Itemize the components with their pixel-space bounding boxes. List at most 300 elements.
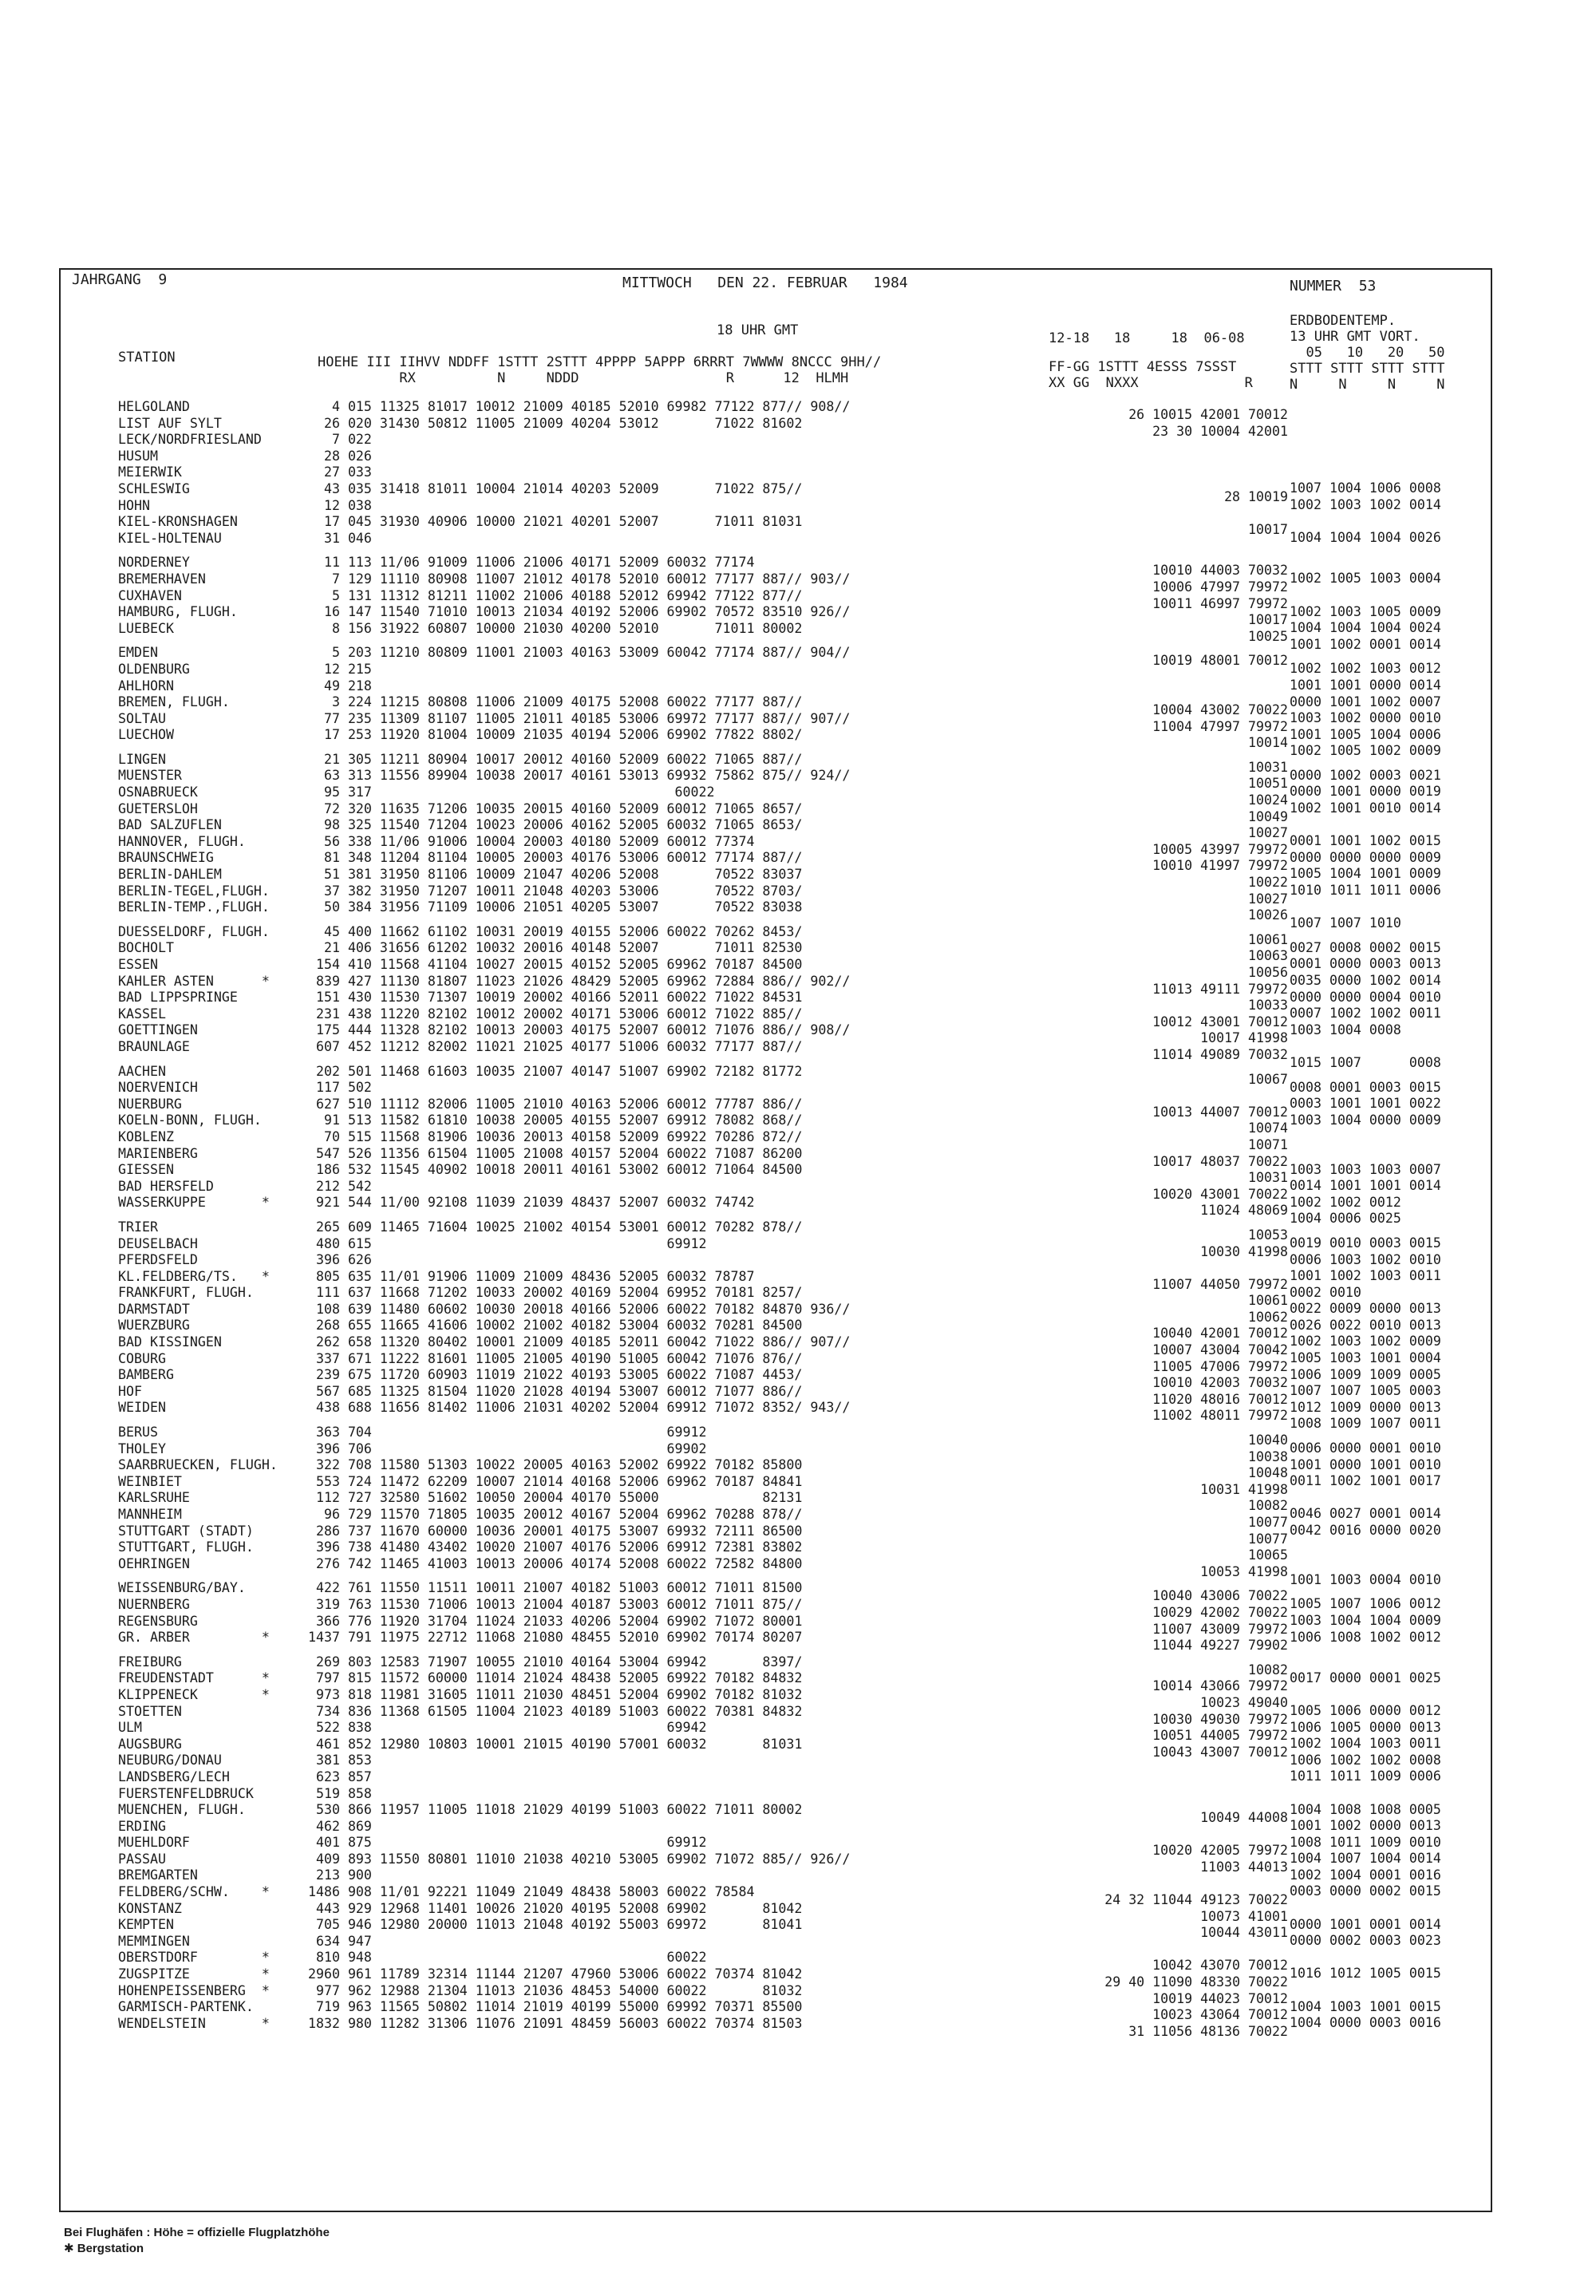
station-name: BRAUNSCHWEIG: [118, 850, 214, 866]
station-synop: 519 858: [300, 1785, 372, 1801]
station-soil-temp: 0002 0010: [1290, 1284, 1361, 1300]
station-name: NUERBURG: [118, 1096, 182, 1112]
station-extra: 10030 49030 79972: [1152, 1711, 1288, 1727]
station-name: OBERSTDORF *: [118, 1950, 270, 1966]
footnote-airport: Bei Flughäfen : Höhe = offizielle Flugplatzhöhe: [64, 2226, 330, 2239]
station-soil-temp: 1002 1005 1002 0009: [1290, 743, 1441, 759]
station-soil-temp: [1290, 1555, 1489, 1572]
station-extra: 10049: [1248, 808, 1288, 824]
station-soil-temp: 0008 0001 0003 0015: [1290, 1079, 1441, 1095]
station-name: HANNOVER, FLUGH.: [118, 833, 246, 849]
station-synop: 623 857: [300, 1768, 372, 1784]
station-soil-temp: [1290, 1646, 1489, 1662]
station-soil-temp: 0000 1001 1002 0007: [1290, 694, 1441, 709]
station-synop: 381 853: [300, 1753, 372, 1768]
station-name: CUXHAVEN: [118, 587, 182, 603]
station-extra: 10048: [1248, 1465, 1288, 1481]
station-soil-temp: 1001 1002 0001 0014: [1290, 636, 1441, 652]
station-soil-temp: [1290, 1785, 1489, 1802]
station-name: OSNABRUECK: [118, 784, 198, 800]
station-name: FUERSTENFELDBRUCK: [118, 1785, 254, 1801]
right-header-row1: 12-18 18 18 06-08: [1049, 330, 1245, 346]
station-extra: [1041, 456, 1288, 473]
station-name: OEHRINGEN: [118, 1555, 190, 1571]
station-name: SCHLESWIG: [118, 480, 190, 496]
station-soil-temp: 0000 1001 0000 0019: [1290, 784, 1441, 800]
station-synop: 212 542: [300, 1178, 372, 1194]
station-name: BREMGARTEN: [118, 1867, 198, 1883]
station-soil-temp: 1002 1002 1003 0012: [1290, 661, 1441, 677]
station-extra: 31 11056 48136 70022: [1128, 2023, 1288, 2039]
station-soil-temp: 1004 1008 1008 0005: [1290, 1801, 1441, 1817]
station-name: STOETTEN: [118, 1703, 182, 1719]
station-synop: 265 609 11465 71604 10025 21002 40154 53001 60012 70282 878//: [300, 1219, 803, 1235]
station-extra: 24 32 11044 49123 70022: [1104, 1892, 1288, 1908]
station-name: SOLTAU: [118, 710, 166, 726]
station-name: FRANKFURT, FLUGH.: [118, 1285, 254, 1301]
station-name: KOELN-BONN, FLUGH.: [118, 1112, 262, 1128]
station-synop: 401 875 69912: [300, 1835, 707, 1851]
station-extra: 10073 41001: [1200, 1908, 1288, 1924]
station-soil-temp: 1002 1003 1002 0014: [1290, 496, 1441, 512]
station-name: EMDEN: [118, 645, 158, 661]
station-name: AUGSBURG: [118, 1736, 182, 1752]
station-synop: 276 742 11465 41003 10013 20006 40174 52008 60022 72582 84800: [300, 1555, 803, 1571]
station-synop: 11 113 11/06 91009 11006 21006 40171 52009 60032 77174: [300, 555, 755, 571]
station-extra: 10025: [1248, 628, 1288, 644]
station-extra: 11024 48069: [1200, 1203, 1288, 1219]
station-extra: 10074: [1248, 1120, 1288, 1136]
station-soil-temp: [1290, 1038, 1489, 1055]
station-synop: 49 218: [300, 678, 372, 694]
station-extra: [1041, 440, 1288, 456]
station-soil-temp: 1007 1004 1006 0008: [1290, 480, 1441, 496]
station-synop: 50 384 31956 71109 10006 21051 40205 53007 70522 83038: [300, 899, 803, 915]
station-soil-temp: 1001 1003 0004 0010: [1290, 1571, 1441, 1587]
station-soil-temp: 0022 0009 0000 0013: [1290, 1301, 1441, 1317]
station-extra: 11003 44013: [1200, 1859, 1288, 1875]
station-soil-temp: 1001 0000 1001 0010: [1290, 1456, 1441, 1472]
station-extra: 29 40 11090 48330 70022: [1104, 1974, 1288, 1990]
station-synop: 7 022: [300, 432, 372, 448]
station-soil-temp: 1005 1007 1006 0012: [1290, 1596, 1441, 1612]
footnotes: [64, 2225, 330, 2257]
station-extra: 23 30 10004 42001: [1152, 423, 1288, 439]
station-synop: 77 235 11309 81107 11005 21011 40185 53006 69972 77177 887// 907//: [300, 710, 851, 726]
station-synop: 810 948 60022: [300, 1950, 707, 1966]
station-extra: 10038: [1248, 1448, 1288, 1464]
station-synop: 8 156 31922 60807 10000 21030 40200 52010 71011 80002: [300, 620, 803, 636]
station-synop: 1486 908 11/01 92221 11049 21049 48438 58003 60022 78584: [300, 1884, 755, 1900]
station-name: BAD LIPPSPRINGE: [118, 990, 238, 1006]
station-name: PFERDSFELD: [118, 1252, 198, 1268]
station-soil-temp: 1001 1005 1004 0006: [1290, 726, 1441, 742]
station-soil-temp: [1290, 587, 1489, 604]
station-synop: 522 838 69942: [300, 1720, 707, 1736]
station-extra: 10023 49040: [1200, 1694, 1288, 1710]
station-extra: [1041, 1088, 1288, 1105]
station-synop: 12 038: [300, 497, 372, 513]
station-synop: 322 708 11580 51303 10022 20005 40163 52002 69922 70182 85800: [300, 1457, 803, 1473]
station-name: COBURG: [118, 1350, 166, 1366]
station-synop: 977 962 12988 21304 11013 21036 48453 54000 60022 81032: [300, 1982, 803, 1998]
station-name: BREMEN, FLUGH.: [118, 694, 230, 710]
station-name: DARMSTADT: [118, 1301, 190, 1317]
station-name: AACHEN: [118, 1063, 166, 1079]
station-name: MEIERWIK: [118, 464, 182, 480]
station-extra: 10051: [1248, 776, 1288, 792]
station-extra: [1041, 506, 1288, 523]
station-name: MUENCHEN, FLUGH.: [118, 1802, 246, 1818]
station-synop: 27 033: [300, 464, 372, 480]
station-name: NOERVENICH: [118, 1080, 198, 1096]
station-name: KEMPTEN: [118, 1917, 174, 1933]
station-extra: [1041, 1942, 1288, 1958]
station-synop: 366 776 11920 31704 11024 21033 40206 52004 69902 71072 80001: [300, 1613, 803, 1629]
station-name: HOHENPEISSENBERG *: [118, 1982, 270, 1998]
station-soil-temp: 1002 1004 1003 0011: [1290, 1736, 1441, 1752]
station-extra: 10006 47997 79972: [1152, 579, 1288, 595]
station-synop: 5 131 11312 81211 11002 21006 40188 52012 69942 77122 877//: [300, 587, 803, 603]
soil-temp-column: [1290, 415, 1489, 2048]
station-synop: 98 325 11540 71204 10023 20006 40162 52005 60032 71065 8653/: [300, 817, 803, 833]
station-synop: 839 427 11130 81807 11023 21026 48429 52005 69962 72884 886// 902//: [300, 973, 851, 989]
station-soil-temp: 1006 1005 0000 0013: [1290, 1719, 1441, 1735]
station-soil-temp: 0001 0000 0003 0013: [1290, 956, 1441, 972]
station-soil-temp: [1290, 1686, 1489, 1703]
station-synop: 16 147 11540 71010 10013 21034 40192 52006 69902 70572 83510 926//: [300, 604, 851, 620]
station-name: LINGEN: [118, 751, 166, 767]
station-soil-temp: 0014 1001 1001 0014: [1290, 1178, 1441, 1194]
station-synop: 17 253 11920 81004 10009 21035 40194 52006 69902 77822 8802/: [300, 727, 803, 743]
station-name: GOETTINGEN: [118, 1022, 198, 1038]
station-extra: 10010 41997 79972: [1152, 858, 1288, 874]
station-extra: 10017 41998: [1200, 1030, 1288, 1046]
station-name: LIST AUF SYLT: [118, 415, 222, 431]
station-soil-temp: 1002 1002 0012: [1290, 1194, 1401, 1210]
station-synop: 319 763 11530 71006 10013 21004 40187 53003 60012 71011 875//: [300, 1596, 803, 1612]
station-synop: 567 685 11325 81504 11020 21028 40194 53007 60012 71077 886//: [300, 1383, 803, 1399]
station-extra: 10013 44007 70012: [1152, 1104, 1288, 1120]
station-synop: 3 224 11215 80808 11006 21009 40175 52008 60022 77177 887//: [300, 694, 803, 710]
station-name: BOCHOLT: [118, 940, 174, 956]
station-soil-temp: 1005 1004 1001 0009: [1290, 866, 1441, 882]
station-name: BERLIN-TEGEL,FLUGH.: [118, 883, 270, 899]
station-soil-temp: [1290, 1128, 1489, 1145]
station-name: KOBLENZ: [118, 1128, 174, 1144]
station-extra: 10051 44005 79972: [1152, 1728, 1288, 1744]
station-synop: 607 452 11212 82002 11021 21025 40177 51006 60032 77177 887//: [300, 1038, 803, 1054]
station-soil-temp: 1002 1001 0010 0014: [1290, 800, 1441, 816]
station-soil-temp: 0017 0000 0001 0025: [1290, 1670, 1441, 1685]
station-soil-temp: 0001 1001 1002 0015: [1290, 833, 1441, 849]
station-name: HOF: [118, 1383, 142, 1399]
station-soil-temp: 1008 1009 1007 0011: [1290, 1416, 1441, 1432]
station-extra: [1041, 1761, 1288, 1777]
station-extra: [1041, 686, 1288, 703]
station-name: HOHN: [118, 497, 150, 513]
station-soil-temp: [1290, 1950, 1489, 1966]
station-extra: 10017: [1248, 612, 1288, 628]
station-name: KASSEL: [118, 1006, 166, 1022]
station-soil-temp: [1290, 448, 1489, 464]
station-soil-temp: 1004 1007 1004 0014: [1290, 1851, 1441, 1867]
station-name: BAD HERSFELD: [118, 1178, 214, 1194]
station-name: LUEBECK: [118, 620, 174, 636]
station-name: AHLHORN: [118, 678, 174, 694]
station-soil-temp: 1012 1009 0000 0013: [1290, 1399, 1441, 1415]
station-soil-temp: 1016 1012 1005 0015: [1290, 1966, 1441, 1982]
station-soil-temp: 1006 1008 1002 0012: [1290, 1629, 1441, 1645]
station-synop: 21 305 11211 80904 10017 20012 40160 52009 60022 71065 887//: [300, 751, 803, 767]
station-extra: 11007 43009 79972: [1152, 1621, 1288, 1637]
station-extra: 10014 43066 79972: [1152, 1678, 1288, 1694]
station-synop: 269 803 12583 71907 10055 21010 40164 53004 69942 8397/: [300, 1654, 803, 1670]
station-name: OLDENBURG: [118, 661, 190, 677]
station-name: HUSUM: [118, 448, 158, 464]
station-name: WEIDEN: [118, 1400, 166, 1416]
station-extra: 10056: [1248, 965, 1288, 980]
station-soil-temp: 1010 1011 1011 0006: [1290, 883, 1441, 899]
station-synop: 805 635 11/01 91906 11009 21009 48436 52005 60032 78787: [300, 1268, 755, 1284]
station-synop: 81 348 11204 81104 10005 20003 40176 53006 60012 77174 887//: [300, 850, 803, 866]
station-soil-temp: 0026 0022 0010 0013: [1290, 1317, 1441, 1333]
station-soil-temp: 1004 0000 0003 0016: [1290, 2015, 1441, 2031]
station-name: ULM: [118, 1720, 142, 1736]
station-synop: 70 515 11568 81906 10036 20013 40158 52009 69922 70286 872//: [300, 1128, 803, 1144]
station-extra: 10062: [1248, 1309, 1288, 1325]
station-soil-temp: 0000 0000 0000 0009: [1290, 849, 1441, 865]
station-soil-temp: 0006 0000 0001 0010: [1290, 1440, 1441, 1456]
station-extra: 11005 47006 79972: [1152, 1358, 1288, 1374]
station-extra: 10012 43001 70012: [1152, 1014, 1288, 1029]
station-name: WENDELSTEIN *: [118, 2015, 270, 2031]
station-soil-temp: [1290, 1539, 1489, 1556]
station-extra: [1041, 670, 1288, 686]
station-name: BAD SALZUFLEN: [118, 817, 222, 833]
station-name: WEISSENBURG/BAY.: [118, 1580, 246, 1596]
station-soil-temp: 0011 1002 1001 0017: [1290, 1473, 1441, 1489]
station-extra: 10019 48001 70012: [1152, 653, 1288, 669]
station-soil-temp: 0019 0010 0003 0015: [1290, 1235, 1441, 1251]
station-soil-temp: 1004 0006 0025: [1290, 1211, 1401, 1227]
station-extra: [1041, 539, 1288, 555]
station-synop: 262 658 11320 80402 10001 21009 40185 52011 60042 71022 886// 907//: [300, 1334, 851, 1350]
station-soil-temp: 0003 1001 1001 0022: [1290, 1096, 1441, 1112]
station-soil-temp: [1290, 514, 1489, 531]
station-synop: 462 869: [300, 1818, 372, 1834]
station-synop: 422 761 11550 11511 10011 21007 40182 51003 60012 71011 81500: [300, 1580, 803, 1596]
station-extra: 26 10015 42001 70012: [1128, 407, 1288, 422]
station-extra: [1041, 1875, 1288, 1892]
station-soil-temp: 0042 0016 0000 0020: [1290, 1523, 1441, 1538]
station-synop: 409 893 11550 80801 11010 21038 40210 53005 69902 71072 885// 926//: [300, 1851, 851, 1867]
station-soil-temp: 0006 1003 1002 0010: [1290, 1251, 1441, 1267]
station-synop: 56 338 11/06 91006 10004 20003 40180 52009 60012 77374: [300, 833, 755, 849]
station-soil-temp: 1001 1002 1003 0011: [1290, 1268, 1441, 1284]
station-soil-temp: 0027 0008 0002 0015: [1290, 939, 1441, 955]
station-name: DUESSELDORF, FLUGH.: [118, 923, 270, 939]
station-synop: 553 724 11472 62209 10007 21014 40168 52006 69962 70187 84841: [300, 1473, 803, 1489]
station-synop: 21 406 31656 61202 10032 20016 40148 52007 71011 82530: [300, 940, 803, 956]
station-extra: 10040 42001 70012: [1152, 1326, 1288, 1342]
station-synop: 634 947: [300, 1933, 372, 1949]
station-extra: [1041, 1777, 1288, 1794]
station-extra: 10019 44023 70012: [1152, 1990, 1288, 2006]
station-name: GIESSEN: [118, 1162, 174, 1178]
station-synop: 719 963 11565 50802 11014 21019 40199 55000 69992 70371 85500: [300, 1999, 803, 2015]
station-synop: 91 513 11582 61810 10038 20005 40155 52007 69912 78082 868//: [300, 1112, 803, 1128]
station-synop: 734 836 11368 61505 11004 21023 40189 51003 60022 70381 84832: [300, 1703, 803, 1719]
station-name: LECK/NORDFRIESLAND: [118, 432, 262, 448]
station-soil-temp: 1003 1003 1003 0007: [1290, 1161, 1441, 1177]
station-name: LUECHOW: [118, 727, 174, 743]
station-soil-temp: [1290, 899, 1489, 916]
station-name: THOLEY: [118, 1440, 166, 1456]
station-soil-temp: 1001 1001 0000 0014: [1290, 677, 1441, 693]
footnote-mountain: ✱ Bergstation: [64, 2242, 144, 2255]
station-name: GUETERSLOH: [118, 800, 198, 816]
station-synop: 186 532 11545 40902 10018 20011 40161 53002 60012 71064 84500: [300, 1162, 803, 1178]
station-extra: 10033: [1248, 998, 1288, 1014]
station-extra: 10049 44008: [1200, 1810, 1288, 1826]
station-synop: 2960 961 11789 32314 11144 21207 47960 53006 60022 70374 81042: [300, 1966, 803, 1982]
station-soil-temp: [1290, 464, 1489, 481]
station-synop: 28 026: [300, 448, 372, 464]
station-name: GR. ARBER *: [118, 1630, 270, 1646]
station-soil-temp: [1290, 1145, 1489, 1162]
station-header: STATION: [118, 350, 176, 366]
station-soil-temp: 1003 1004 0000 0009: [1290, 1112, 1441, 1128]
station-name: NUERNBERG: [118, 1596, 190, 1612]
station-name: WUERZBURG: [118, 1318, 190, 1334]
station-extra: [1041, 1794, 1288, 1811]
station-soil-temp: 0035 0000 1002 0014: [1290, 973, 1441, 988]
station-name: MANNHEIM: [118, 1507, 182, 1522]
station-extra: 11013 49111 79972: [1152, 981, 1288, 997]
station-name: KL.FELDBERG/TS. *: [118, 1268, 270, 1284]
station-extra: 10007 43004 70042: [1152, 1342, 1288, 1358]
station-synop: 705 946 12980 20000 11013 21048 40192 55003 69972 81041: [300, 1917, 803, 1933]
station-name: SAARBRUECKEN, FLUGH.: [118, 1457, 278, 1473]
station-synop: 213 900: [300, 1867, 372, 1883]
station-extra: [1041, 472, 1288, 489]
station-synop: 72 320 11635 71206 10035 20015 40160 52009 60012 71065 8657/: [300, 800, 803, 816]
station-name: BAMBERG: [118, 1367, 174, 1383]
station-soil-temp: 1005 1006 0000 0012: [1290, 1702, 1441, 1718]
station-extra: 10027: [1248, 825, 1288, 841]
station-soil-temp: 1001 1002 0000 0013: [1290, 1818, 1441, 1834]
station-synop: 547 526 11356 61504 11005 21008 40157 52004 60022 71087 86200: [300, 1145, 803, 1161]
synop-extra-column: [1041, 407, 1288, 2040]
station-extra: 10077: [1248, 1531, 1288, 1547]
station-synop: 480 615 69912: [300, 1235, 707, 1251]
station-extra: 10082: [1248, 1498, 1288, 1514]
station-soil-temp: 1008 1011 1009 0010: [1290, 1834, 1441, 1850]
station-name: KARLSRUHE: [118, 1490, 190, 1506]
station-synop: 112 727 32580 51602 10050 20004 40170 55000 82131: [300, 1490, 803, 1506]
station-name: LANDSBERG/LECH: [118, 1768, 230, 1784]
station-name: BAD KISSINGEN: [118, 1334, 222, 1350]
station-extra: 10071: [1248, 1136, 1288, 1152]
station-synop: 530 866 11957 11005 11018 21029 40199 51003 60022 71011 80002: [300, 1802, 803, 1818]
station-extra: 11004 47997 79972: [1152, 718, 1288, 734]
station-extra: 10004 43002 70022: [1152, 702, 1288, 718]
station-extra: 28 10019: [1224, 488, 1288, 504]
station-synop: 151 430 11530 71307 10019 20002 40166 52011 60022 71022 84531: [300, 990, 803, 1006]
station-extra: 10031: [1248, 1170, 1288, 1186]
station-synop: 268 655 11665 41606 10002 21002 40182 53004 60032 70281 84500: [300, 1318, 803, 1334]
station-synop: 231 438 11220 82102 10012 20002 40171 53006 60012 71022 885//: [300, 1006, 803, 1022]
station-synop: 202 501 11468 61603 10035 21007 40147 51007 69902 72182 81772: [300, 1063, 803, 1079]
station-soil-temp: 0003 0000 0002 0015: [1290, 1883, 1441, 1899]
station-extra: 10065: [1248, 1547, 1288, 1563]
station-name: KAHLER ASTEN *: [118, 973, 270, 989]
soil-temp-marks: N N N N: [1290, 377, 1445, 393]
station-extra: 11002 48011 79972: [1152, 1408, 1288, 1424]
station-synop: 239 675 11720 60903 11019 21022 40193 53005 60022 71087 4453/: [300, 1367, 803, 1383]
station-extra: 10026: [1248, 907, 1288, 923]
station-synop: 51 381 31950 81106 10009 21047 40206 52008 70522 83037: [300, 867, 803, 883]
station-soil-temp: 0000 1001 0001 0014: [1290, 1916, 1441, 1932]
station-soil-temp: 1004 1003 1001 0015: [1290, 1998, 1441, 2014]
station-name: KONSTANZ: [118, 1900, 182, 1916]
station-synop: 921 544 11/00 92108 11039 21039 48437 52007 60032 74742: [300, 1195, 755, 1211]
station-name: BERUS: [118, 1425, 158, 1440]
station-name: NEUBURG/DONAU: [118, 1753, 222, 1768]
station-soil-temp: 0000 0000 0004 0010: [1290, 989, 1441, 1005]
station-name: FELDBERG/SCHW. *: [118, 1884, 270, 1900]
station-extra: 10010 42003 70032: [1152, 1375, 1288, 1391]
station-name: KLIPPENECK *: [118, 1686, 270, 1702]
station-extra: 10063: [1248, 948, 1288, 964]
station-soil-temp: 1003 1004 0008: [1290, 1022, 1401, 1037]
station-synop: 63 313 11556 89904 10038 20017 40161 53013 69932 75862 875// 924//: [300, 768, 851, 784]
station-synop: 31 046: [300, 530, 372, 546]
station-extra: 10024: [1248, 792, 1288, 808]
station-soil-temp: 1007 1007 1010: [1290, 915, 1401, 931]
soil-temp-title: ERDBODENTEMP.: [1290, 313, 1396, 329]
station-soil-temp: 1002 1003 1002 0009: [1290, 1334, 1441, 1350]
station-name: REGENSBURG: [118, 1613, 198, 1629]
station-extra: 11044 49227 79902: [1152, 1638, 1288, 1654]
station-soil-temp: 0046 0027 0001 0014: [1290, 1506, 1441, 1522]
station-synop: 1832 980 11282 31306 11076 21091 48459 56003 60022 70374 81503: [300, 2015, 803, 2031]
station-soil-temp: 1002 1003 1005 0009: [1290, 603, 1441, 619]
station-name: WASSERKUPPE *: [118, 1195, 270, 1211]
station-synop: 154 410 11568 41104 10027 20015 40152 52005 69962 70187 84500: [300, 957, 803, 972]
station-extra: 10014: [1248, 735, 1288, 751]
station-synop: 45 400 11662 61102 10031 20019 40155 52006 60022 70262 8453/: [300, 923, 803, 939]
station-synop: 95 317 60022: [300, 784, 715, 800]
station-name: WEINBIET: [118, 1473, 182, 1489]
station-synop: 627 510 11112 82006 11005 21010 40163 52006 60012 77787 886//: [300, 1096, 803, 1112]
station-name: HELGOLAND: [118, 399, 190, 414]
station-name: STUTTGART, FLUGH.: [118, 1539, 254, 1555]
station-synop: 4 015 11325 81017 10012 21009 40185 52010 69982 77122 877// 908//: [300, 399, 851, 414]
station-name: HAMBURG, FLUGH.: [118, 604, 238, 620]
station-soil-temp: 1015 1007 0008: [1290, 1054, 1441, 1070]
station-extra: 10017: [1248, 522, 1288, 538]
station-synop: 396 738 41480 43402 10020 21007 40176 52006 69912 72381 83802: [300, 1539, 803, 1555]
station-synop: 108 639 11480 60602 10030 20018 40166 52006 60022 70182 84870 936//: [300, 1301, 851, 1317]
station-soil-temp: 1002 1005 1003 0004: [1290, 571, 1441, 587]
station-extra: 10020 42005 79972: [1152, 1843, 1288, 1859]
station-extra: [1041, 1260, 1288, 1277]
station-extra: 10061: [1248, 1293, 1288, 1309]
station-name: KIEL-HOLTENAU: [118, 530, 222, 546]
station-synop: 117 502: [300, 1080, 372, 1096]
